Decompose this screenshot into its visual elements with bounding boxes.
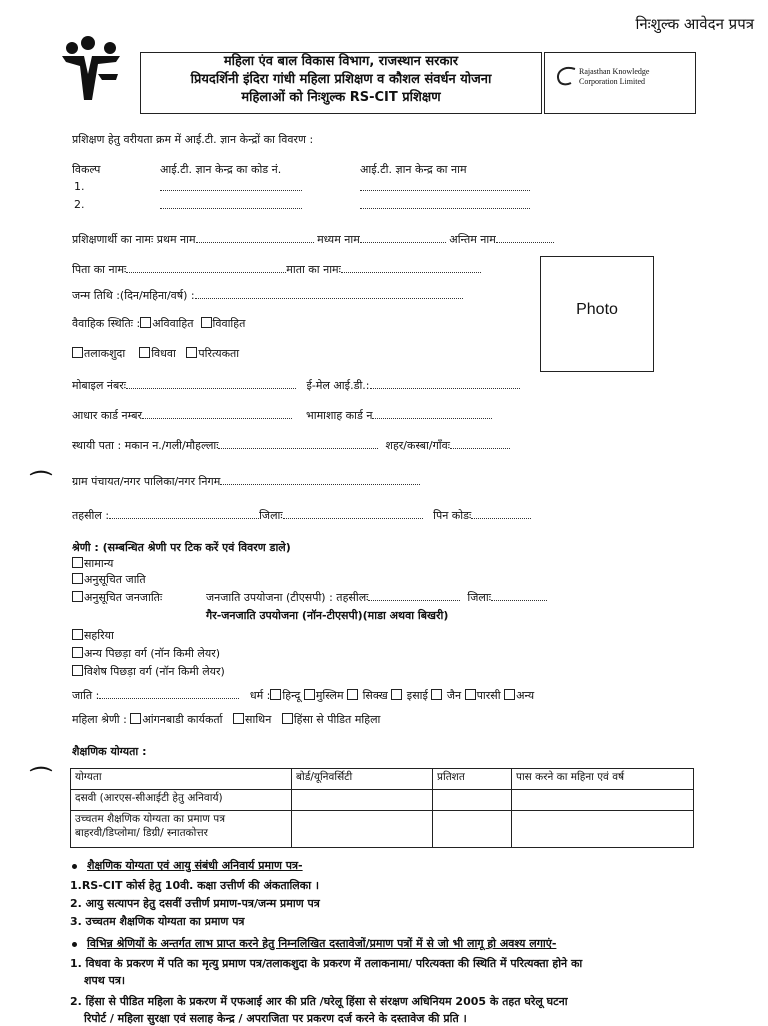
address-field[interactable] [218,438,378,449]
jain-checkbox[interactable] [431,689,442,700]
doc-item-2: 2. आयु सत्यापन हेतु दसवीं उत्तीर्ण प्रमाण-पत्र/जन्म प्रमाण पत्र [70,897,320,910]
mobile-field[interactable] [126,378,296,389]
women-category-label: महिला श्रेणी : [72,713,127,726]
table-row [71,790,694,811]
dob-label: जन्म तिथि :(दिन/महिना/वर्ष) : [72,289,195,302]
cat-st [72,590,162,605]
form-header [140,52,542,114]
christian-label: इसाई [406,689,428,702]
punch-mark-1: ⌒ [30,471,53,496]
rkcl-name-line2: Corporation Limited [579,77,645,86]
center-name-2-field[interactable] [360,198,530,209]
sbc-checkbox[interactable] [72,665,83,676]
photo-box[interactable] [540,256,654,372]
general-checkbox[interactable] [72,557,83,568]
pincode-label: पिन कोडः [433,509,472,522]
district-label: जिलाः [259,509,283,522]
punch-mark-2: ⌒ [30,767,53,792]
education-heading: शैक्षणिक योग्यता : [72,745,147,758]
cat-sbc [72,664,225,679]
center-code-2-field[interactable] [160,198,302,209]
option-2-label: 2. [74,198,85,211]
unmarried-checkbox[interactable] [140,317,151,328]
docs-bullet-2-text: विभिन्न श्रेणियों के अन्तर्गत लाभ प्राप्त करने हेतु निम्नलिखित दस्तावेजों/प्रमाण पत्रों में से जो भी लागू हो अवश्य लगाएं- [87,937,557,950]
bullet-icon [72,942,77,947]
middle-name-field[interactable] [360,232,446,243]
hindu-label: हिन्दू [282,689,301,702]
caste-label: जाति : [72,689,100,702]
education-table [70,768,694,848]
violence-victim-checkbox[interactable] [282,713,293,724]
bullet-icon [72,864,77,869]
sathin-checkbox[interactable] [233,713,244,724]
muslim-checkbox[interactable] [304,689,315,700]
cat-general [72,556,113,571]
bhamashah-label: भामाशाह कार्ड न [306,409,373,422]
caste-field[interactable] [99,688,239,699]
tenth-board-cell[interactable] [292,790,433,811]
sathin-label: साथिन [245,713,272,726]
cat-obc [72,646,220,661]
category-heading: श्रेणी : (सम्बन्धित श्रेणी पर टिक करें एवं विवरण डाले) [72,541,291,554]
panchayat-label: ग्राम पंचायत/नगर पालिका/नगर निगम [72,475,221,488]
parents-row [72,262,481,277]
highest-qualification-label [71,811,292,848]
header-title: महिलाओं को निःशुल्क RS-CIT प्रशिक्षण [241,90,441,105]
obc-checkbox[interactable] [72,647,83,658]
name-row [72,232,554,247]
christian-checkbox[interactable] [391,689,402,700]
jain-label: जैन [446,689,462,702]
violence-victim-label: हिंसा से पीडित महिला [293,713,381,726]
married-checkbox[interactable] [201,317,212,328]
women-category-row [72,712,380,727]
mother-name-field[interactable] [341,262,481,273]
cat-doc-2-line1: 2. हिंसा से पीडित महिला के प्रकरण में एफआई आर की प्रति /घरेलू हिंसा से संरक्षण अधिनियम 2005 के तहत घरेलू घटना [70,995,568,1008]
doc-item-1: 1.RS-CIT कोर्स हेतु 10वी. कक्षा उत्तीर्ण की अंकतालिका । [70,879,320,892]
marital-label: वैवाहिक स्थितिः : [72,317,141,330]
address-label: स्थायी पता : मकान न./गली/मौहल्लाः [72,439,219,452]
center-name-1-field[interactable] [360,180,530,191]
aadhaar-field[interactable] [142,408,292,419]
bhamashah-field[interactable] [372,408,492,419]
panchayat-field[interactable] [220,474,420,485]
centers-col-option: विकल्प [72,163,101,176]
last-name-label: अन्तिम नाम [449,233,496,246]
st-label: अनुसूचित जनजातिः [84,591,163,604]
sc-label: अनुसूचित जाति [84,573,146,586]
cat-doc-1-line2: शपथ पत्र। [84,974,126,987]
parsi-checkbox[interactable] [465,689,476,700]
general-label: सामान्य [84,557,114,570]
cat-sc [72,572,146,587]
cat-doc-1-line1: 1. विधवा के प्रकरण में पति का मृत्यु प्रमाण पत्र/तलाकशुदा के प्रकरण में तलाकनामा/ परित्यक्ता की स्थिति में परित्यक्ता होने का [70,957,583,970]
sikh-checkbox[interactable] [347,689,358,700]
city-label: शहर/कस्बा/गाँवः [385,439,450,452]
aadhaar-label: आधार कार्ड नम्बर [72,409,142,422]
city-field[interactable] [450,438,510,449]
education-header-row [71,769,694,790]
email-label: ई-मेल आई.डी.: [306,379,370,392]
tsp-district-label: जिलाः [467,591,491,604]
highest-percentage-cell[interactable] [433,811,512,848]
col-board: बोर्ड/यूनिवर्सिटी [292,769,433,790]
father-name-label: पिता का नामः [72,263,127,276]
docs-bullet-1 [72,858,303,873]
sbc-label: विशेष पिछड़ा वर्ग (नॉन किमी लेयर) [84,665,225,678]
anganwadi-label: आंगनबाडी कार्यकर्ता [142,713,223,726]
tsp-tehsil-field[interactable] [368,590,460,601]
tsp-row [206,590,547,605]
marital-row-2 [72,346,239,361]
married-label: विवाहित [212,317,246,330]
email-field[interactable] [370,378,520,389]
dob-field[interactable] [195,288,463,299]
other-religion-checkbox[interactable] [504,689,515,700]
abandoned-label: परित्यकता [198,347,240,360]
tenth-label: दसवी (आरएस-सीआईटी हेतु अनिवार्य) [71,790,292,811]
col-pass-date: पास करने का महिना एवं वर्ष [512,769,694,790]
docs-bullet-1-text: शैक्षणिक योग्यता एवं आयु संबंधी अनिवार्य प्रमाण पत्र- [87,859,303,872]
highest-board-cell[interactable] [292,811,433,848]
district-field[interactable] [283,508,423,519]
sc-checkbox[interactable] [72,573,83,584]
marital-row [72,316,245,331]
ids-row [72,408,492,423]
tehsil-row [72,508,531,523]
center-code-1-field[interactable] [160,180,302,191]
caste-religion-row [72,688,534,703]
non-tsp-label: गैर-जनजाति उपयोजना (नॉन-टीएसपी)(माडा अथवा बिखरी) [206,609,449,622]
cat-sahariya [72,628,114,643]
tenth-percentage-cell[interactable] [433,790,512,811]
muslim-label: मुस्लिम [315,689,344,702]
address-row [72,438,510,453]
last-name-field[interactable] [496,232,554,243]
obc-label: अन्य पिछड़ा वर्ग (नॉन किमी लेयर) [84,647,221,660]
doc-item-3: 3. उच्चतम शैक्षणिक योग्यता का प्रमाण पत्र [70,915,245,928]
hindu-checkbox[interactable] [270,689,281,700]
form-type-label: निःशुल्क आवेदन प्रपत्र [635,15,754,33]
centers-col-code: आई.टी. ज्ञान केन्द्र का कोड नं. [160,163,282,176]
first-name-label: प्रशिक्षणार्थी का नामः प्रथम नाम [72,233,196,246]
mother-name-label: माता का नामः [286,263,341,276]
option-1-label: 1. [74,180,85,193]
centers-col-name: आई.टी. ज्ञान केन्द्र का नाम [360,163,467,176]
docs-bullet-2 [72,936,556,951]
widow-label: विधवा [151,347,176,360]
highest-qualification-line2: बाहरवी/डिप्लोमा/ डिग्री/ स्नातकोत्तर [75,827,208,839]
other-religion-label: अन्य [516,689,535,702]
sikh-label: सिक्ख [362,689,388,702]
sahariya-checkbox[interactable] [72,629,83,640]
first-name-field[interactable] [196,232,314,243]
cat-doc-2-line2: रिपोर्ट / महिला सुरक्षा एवं सलाह केन्द्र / अपराजिता पर प्रकरण दर्ज करने के दस्तावेज की प्रति । [84,1012,467,1025]
centers-heading: प्रशिक्षण हेतु वरीयता क्रम में आई.टी. ज्ञान केन्द्रों का विवरण : [72,133,314,146]
rkcl-name [579,67,649,87]
highest-qualification-line1: उच्चतम शैक्षणिक योग्यता का प्रमाण पत्र [75,813,226,825]
tehsil-field[interactable] [109,508,259,519]
col-percentage: प्रतिशत [433,769,512,790]
header-department: महिला एंव बाल विकास विभाग, राजस्थान सरकार [223,54,459,69]
parsi-label: पारसी [476,689,501,702]
highest-pass-date-cell[interactable] [512,811,694,848]
tehsil-label: तहसील : [72,509,110,522]
father-name-field[interactable] [126,262,286,273]
tsp-label: जनजाति उपयोजना (टीएसपी) : तहसीलः [206,591,369,604]
tsp-district-field[interactable] [491,590,547,601]
rkcl-logo-box [544,52,696,114]
pincode-field[interactable] [471,508,531,519]
mobile-label: मोबाइल नंबरः [72,379,127,392]
rkcl-name-line1: Rajasthan Knowledge [579,67,650,76]
st-checkbox[interactable] [72,591,83,602]
photo-label: Photo [576,301,618,318]
rkcl-swoosh-icon [553,63,579,89]
divorced-label: तलाकशुदा [84,347,126,360]
sahariya-label: सहरिया [84,629,114,642]
anganwadi-checkbox[interactable] [130,713,141,724]
wcd-logo [58,34,130,106]
dob-row [72,288,463,303]
widow-checkbox[interactable] [139,347,150,358]
unmarried-label: अविवाहित [152,317,194,330]
abandoned-checkbox[interactable] [186,347,197,358]
header-scheme: प्रियदर्शिनी इंदिरा गांधी महिला प्रशिक्षण व कौशल संवर्धन योजना [190,72,492,87]
tenth-pass-date-cell[interactable] [512,790,694,811]
divorced-checkbox[interactable] [72,347,83,358]
panchayat-row [72,474,420,489]
col-qualification: योग्यता [71,769,292,790]
contact-row [72,378,520,393]
religion-label: धर्म : [249,689,271,702]
table-row [71,811,694,848]
middle-name-label: मध्यम नाम [317,233,360,246]
